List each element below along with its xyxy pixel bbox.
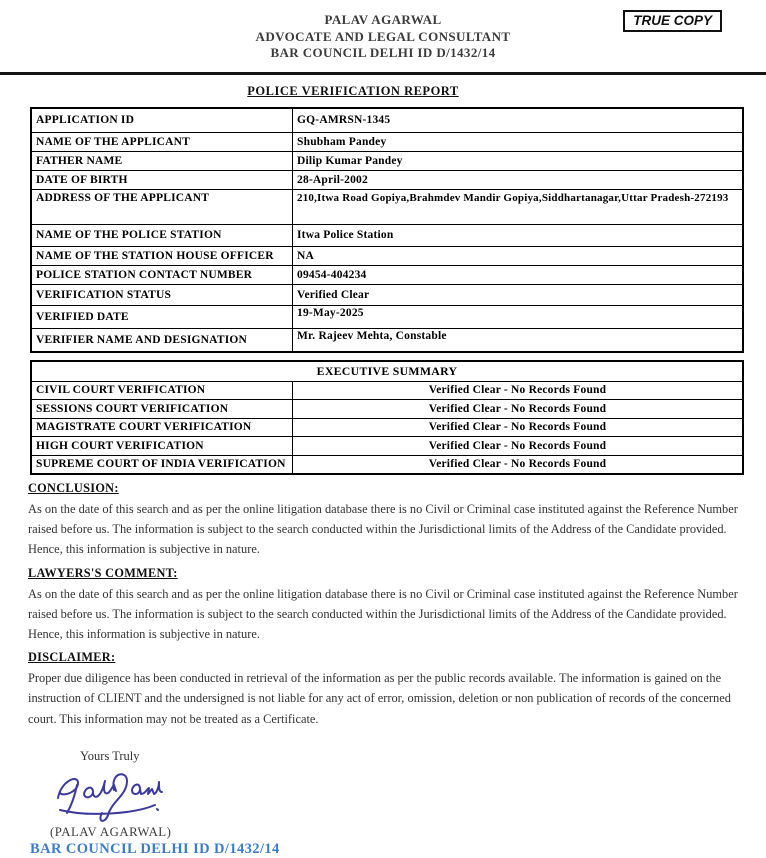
table-row-verified-date <box>32 305 742 328</box>
lawyers-comment-section <box>28 566 742 645</box>
row-label: FATHER NAME <box>32 152 293 170</box>
executive-summary-table <box>30 360 744 476</box>
row-label: NAME OF THE APPLICANT <box>32 133 293 151</box>
row-label: POLICE STATION CONTACT NUMBER <box>32 266 293 284</box>
lawyers-comment-heading: LAWYERS'S COMMENT: <box>28 565 178 580</box>
row-label: HIGH COURT VERIFICATION <box>32 437 293 455</box>
disclaimer-heading: DISCLAIMER: <box>28 650 116 665</box>
row-value: 19-May-2025 <box>297 306 364 319</box>
table-row-police-contact <box>32 265 742 284</box>
header-rule <box>0 72 766 75</box>
conclusion-section <box>28 481 742 560</box>
row-label: VERIFIER NAME AND DESIGNATION <box>32 329 293 351</box>
advocate-role: ADVOCATE AND LEGAL CONSULTANT <box>255 28 511 44</box>
summary-row-civil-court <box>32 381 742 400</box>
executive-summary-title: EXECUTIVE SUMMARY <box>316 363 458 378</box>
true-copy-stamp: TRUE COPY <box>623 10 722 32</box>
summary-row-supreme-court <box>32 455 742 474</box>
row-value: 09454-404234 <box>297 268 367 281</box>
row-value: Verified Clear - No Records Found <box>428 458 607 471</box>
signature-scribble-icon <box>50 768 766 823</box>
row-label: DATE OF BIRTH <box>32 171 293 189</box>
row-value: Itwa Police Station <box>297 229 394 241</box>
signer-name: (PALAV AGARWAL) <box>50 824 172 839</box>
row-value: Dilip Kumar Pandey <box>297 154 403 167</box>
table-row-verification-status <box>32 284 742 305</box>
table-row-applicant-name <box>32 132 742 151</box>
row-label: CIVIL COURT VERIFICATION <box>32 382 293 400</box>
salutation: Yours Truly <box>80 748 140 763</box>
row-label: VERIFIED DATE <box>32 306 293 328</box>
row-value: 28-April-2002 <box>297 173 368 186</box>
disclaimer-body: Proper due diligence has been conducted in retrieval of the information as per the public records available. The information is gained on the instruction of CLIENT and the undersigned is not liable for any act of error, omission, deletion or non publication of records of the concerned court. This information may not be treated as a Certificate. <box>28 671 731 726</box>
row-value: Mr. Rajeev Mehta, Constable <box>297 329 447 342</box>
row-value: Verified Clear - No Records Found <box>428 402 607 415</box>
row-value: Shubham Pandey <box>297 135 387 148</box>
row-label: VERIFICATION STATUS <box>32 285 293 305</box>
table-row-address <box>32 189 742 224</box>
row-label: NAME OF THE POLICE STATION <box>32 225 293 246</box>
row-label: ADDRESS OF THE APPLICANT <box>32 190 293 224</box>
advocate-name: PALAV AGARWAL <box>324 12 442 27</box>
report-table <box>30 107 744 353</box>
title-wrap <box>0 82 706 100</box>
row-value: Verified Clear <box>297 288 370 301</box>
table-row-verifier-name <box>32 328 742 351</box>
conclusion-heading: CONCLUSION: <box>28 481 119 495</box>
table-row-police-station <box>32 224 742 246</box>
row-value: GQ-AMRSN-1345 <box>297 114 391 126</box>
page-title: POLICE VERIFICATION REPORT <box>247 83 459 98</box>
summary-row-sessions-court <box>32 399 742 418</box>
row-value: 210,Itwa Road Gopiya,Brahmdev Mandir Gopiya,Siddhartanagar,Uttar Pradesh-272193 <box>297 191 729 204</box>
table-row-station-house-officer <box>32 246 742 265</box>
row-value: Verified Clear - No Records Found <box>428 439 607 452</box>
summary-row-magistrate-court <box>32 418 742 437</box>
summary-row-high-court <box>32 436 742 455</box>
lawyers-comment-body: As on the date of this search and as per the online litigation database there is no Civil or Criminal case instituted against the Reference Number raised before us. The information is subject to the search conducted within the Jurisdictional limits of the Address of the Candidate provided. Hence, this information is subjective in nature. <box>28 586 738 642</box>
table-row-date-of-birth <box>32 170 742 189</box>
row-label: SESSIONS COURT VERIFICATION <box>32 400 293 418</box>
row-label: NAME OF THE STATION HOUSE OFFICER <box>32 247 293 265</box>
row-value: Verified Clear - No Records Found <box>428 421 607 434</box>
row-label: SUPREME COURT OF INDIA VERIFICATION <box>32 456 293 474</box>
row-value: NA <box>297 249 315 262</box>
signer-bar-council-id: BAR COUNCIL DELHI ID D/1432/14 <box>30 840 280 857</box>
row-value: Verified Clear - No Records Found <box>428 384 607 397</box>
table-row-application-id <box>32 109 742 132</box>
row-label: APPLICATION ID <box>32 109 293 132</box>
row-label: MAGISTRATE COURT VERIFICATION <box>32 419 293 437</box>
conclusion-body: As on the date of this search and as per the online litigation database there is no Civil or Criminal case instituted against the Reference Number raised before us. The information is subject to the search conducted within the Jurisdictional limits of the Address of the Candidate provided. Hence, this information is subjective in nature. <box>28 502 738 557</box>
advocate-bar-id: BAR COUNCIL DELHI ID D/1432/14 <box>270 45 496 60</box>
disclaimer-section <box>28 650 742 729</box>
table-row-father-name <box>32 151 742 170</box>
